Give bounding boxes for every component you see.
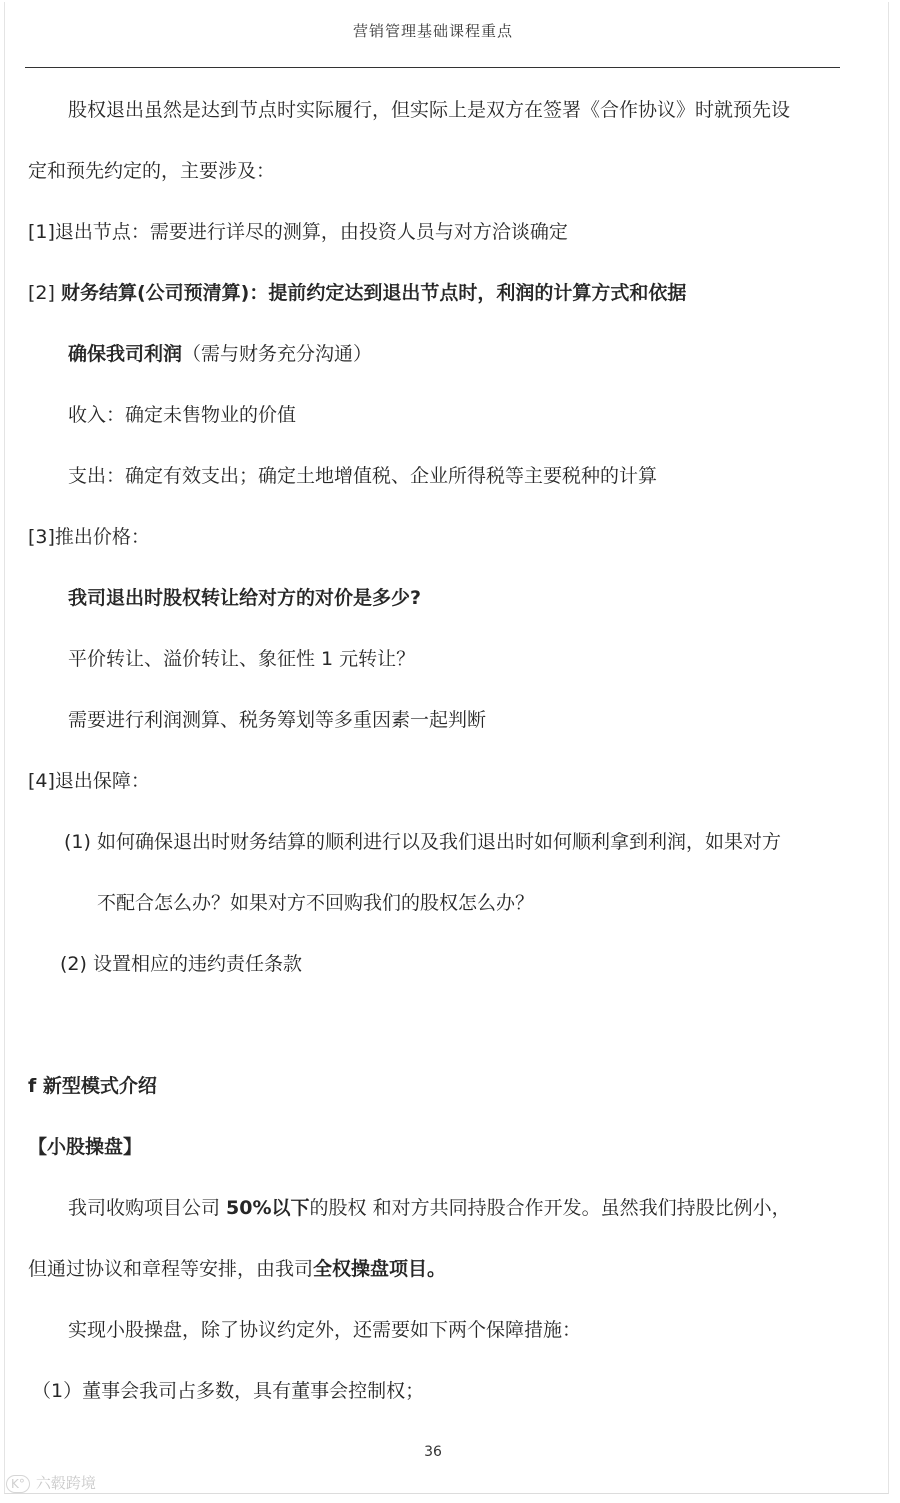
sub-item	[68, 341, 372, 367]
page-header: 营销管理基础课程重点	[352, 22, 513, 40]
bold-text: 确保我司利润	[68, 343, 183, 365]
text: (1) 如何确保退出时财务结算的顺利进行以及我们退出时如何顺利拿到利润，如果对方	[64, 831, 781, 853]
sub-item	[68, 463, 657, 489]
paragraph-line	[68, 1317, 581, 1343]
bold-text: 财务结算(公司预清算)：提前约定达到退出节点时，利润的计算方式和依据	[60, 282, 687, 304]
paragraph-line	[28, 158, 275, 184]
text: [3]推出价格：	[28, 526, 150, 548]
list-item-exit-price	[28, 524, 150, 550]
sub-item	[68, 585, 421, 611]
text: 的股权 和对方共同持股合作开发。虽然我们持股比例小，	[309, 1197, 791, 1219]
paragraph-line	[28, 1256, 446, 1282]
bold-text: 50%以下	[226, 1197, 310, 1219]
text: [4]退出保障：	[28, 770, 150, 792]
watermark-text: 六毂跨境	[35, 1474, 96, 1492]
sub-item	[68, 402, 296, 428]
text: (2) 设置相应的违约责任条款	[60, 953, 302, 975]
list-item-exit-guarantee	[28, 768, 150, 794]
text: 收入：确定未售物业的价值	[68, 404, 297, 426]
page-number: 36	[424, 1444, 442, 1460]
watermark	[6, 1472, 96, 1493]
subsection-heading	[28, 1134, 142, 1160]
paragraph-line	[68, 1195, 791, 1221]
sub-item	[68, 707, 486, 733]
text: 股权退出虽然是达到节点时实际履行，但实际上是双方在签署《合作协议》时就预先设	[68, 99, 791, 121]
bold-text: 我司退出时股权转让给对方的对价是多少?	[68, 587, 422, 609]
text: 但通过协议和章程等安排，由我司	[28, 1258, 314, 1280]
header-divider	[25, 67, 840, 68]
list-item-exit-node	[28, 219, 568, 245]
list-item-financial-settlement	[28, 280, 686, 306]
text: （1）董事会我司占多数，具有董事会控制权；	[32, 1380, 425, 1402]
text: 实现小股操盘，除了协议约定外，还需要如下两个保障措施：	[68, 1319, 582, 1341]
bold-text: 【小股操盘】	[28, 1136, 143, 1158]
bold-text: 全权操盘项目。	[313, 1258, 447, 1280]
numbered-item	[64, 829, 781, 855]
text: [1]退出节点：需要进行详尽的测算，由投资人员与对方洽谈确定	[28, 221, 568, 243]
numbered-item-continuation	[97, 890, 534, 916]
text: [2]	[28, 282, 61, 304]
text: 不配合怎么办？如果对方不回购我们的股权怎么办？	[97, 892, 535, 914]
text: 我司收购项目公司	[68, 1197, 227, 1219]
text: （需与财务充分沟通）	[182, 343, 373, 365]
text: 平价转让、溢价转让、象征性 1 元转让？	[68, 648, 416, 670]
text: 定和预先约定的，主要涉及：	[28, 160, 276, 182]
numbered-item	[32, 1378, 424, 1404]
numbered-item	[60, 951, 302, 977]
section-heading	[28, 1073, 157, 1099]
watermark-logo-icon: K°	[6, 1475, 30, 1493]
bold-text: f 新型模式介绍	[28, 1075, 157, 1097]
text: 支出：确定有效支出；确定土地增值税、企业所得税等主要税种的计算	[68, 465, 658, 487]
sub-item	[68, 646, 415, 672]
paragraph-line	[68, 97, 790, 123]
text: 需要进行利润测算、税务筹划等多重因素一起判断	[68, 709, 487, 731]
